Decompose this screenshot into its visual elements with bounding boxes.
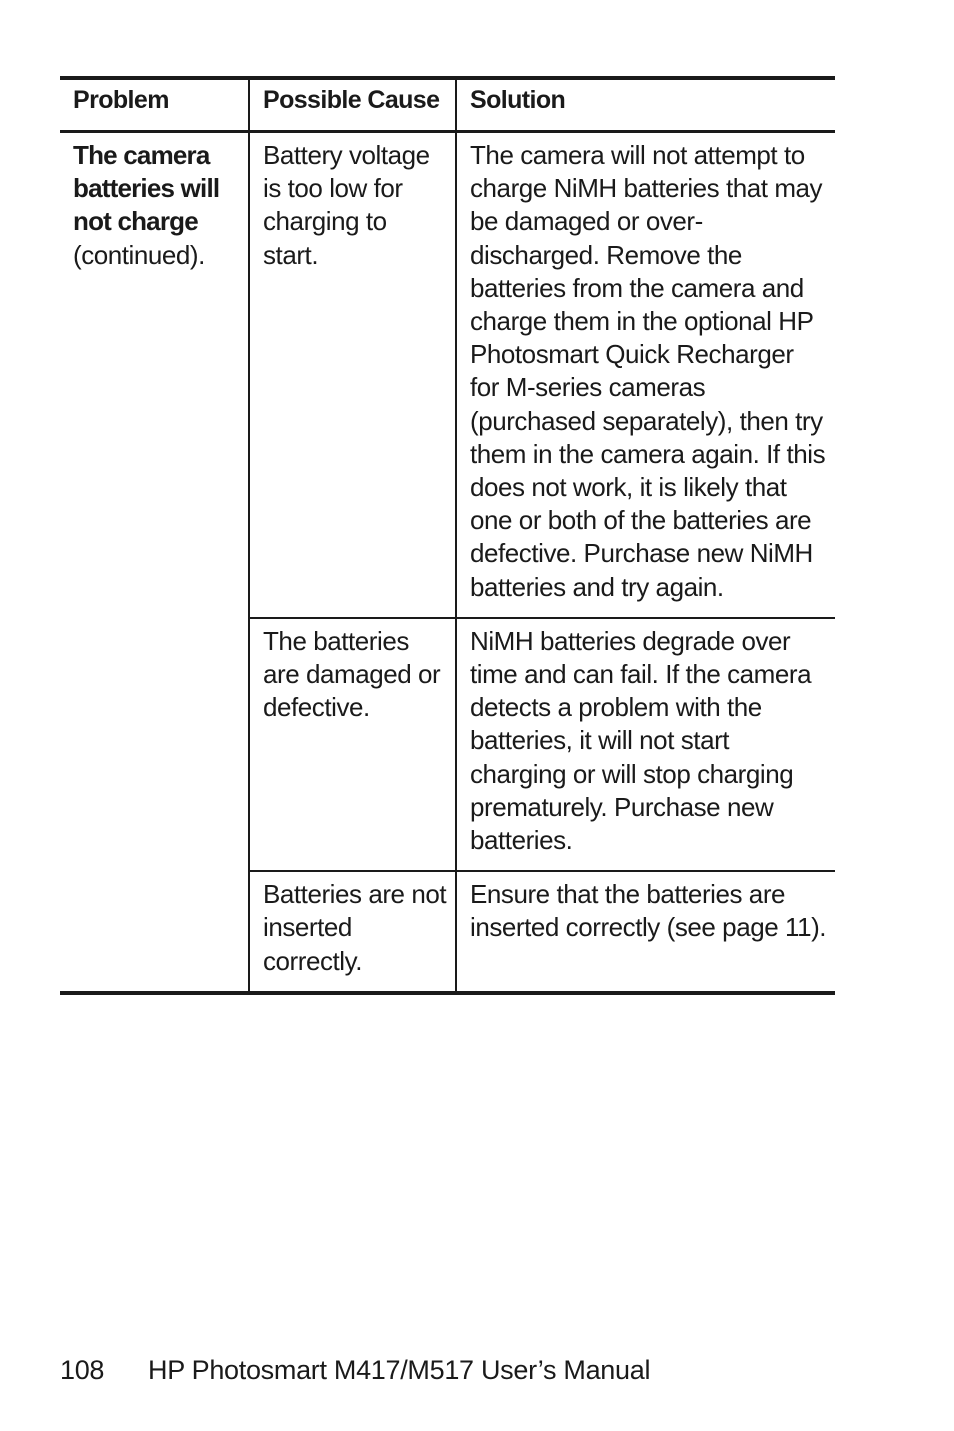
table-header-row	[60, 78, 835, 132]
troubleshooting-table	[60, 76, 835, 995]
solution-cell: NiMH batteries degrade over time and can fail. If the camera detects a problem with the batteries, it will not start charging or will stop charging prematurely. Purchase new batteries.	[456, 618, 835, 871]
cause-cell: Batteries are not inserted correctly.	[249, 871, 456, 993]
header-solution: Solution	[456, 78, 835, 132]
problem-title: The camera batteries will not charge	[73, 140, 220, 237]
cause-cell: Battery voltage is too low for charging to start.	[249, 132, 456, 618]
page-footer	[60, 1355, 650, 1386]
manual-title: HP Photosmart M417/M517 User’s Manual	[148, 1355, 651, 1385]
problem-cell	[60, 132, 249, 993]
header-possible-cause: Possible Cause	[249, 78, 456, 132]
solution-cell: Ensure that the batteries are inserted correctly (see page 11).	[456, 871, 835, 993]
header-problem: Problem	[73, 86, 169, 114]
cause-cell: The batteries are damaged or defective.	[249, 618, 456, 871]
page-number: 108	[60, 1355, 105, 1385]
table-row	[60, 132, 835, 618]
solution-cell: The camera will not attempt to charge NiMH batteries that may be damaged or over-discharged. Remove the batteries from the camera and charge them in the optional HP Photosmart Quick Recharger for M-series cameras (purchased separately), then try them in the camera again. If this does not work, it is likely that one or both of the batteries are defective. Purchase new NiMH batteries and try again.	[456, 132, 835, 618]
problem-continued-note: (continued).	[73, 239, 205, 270]
